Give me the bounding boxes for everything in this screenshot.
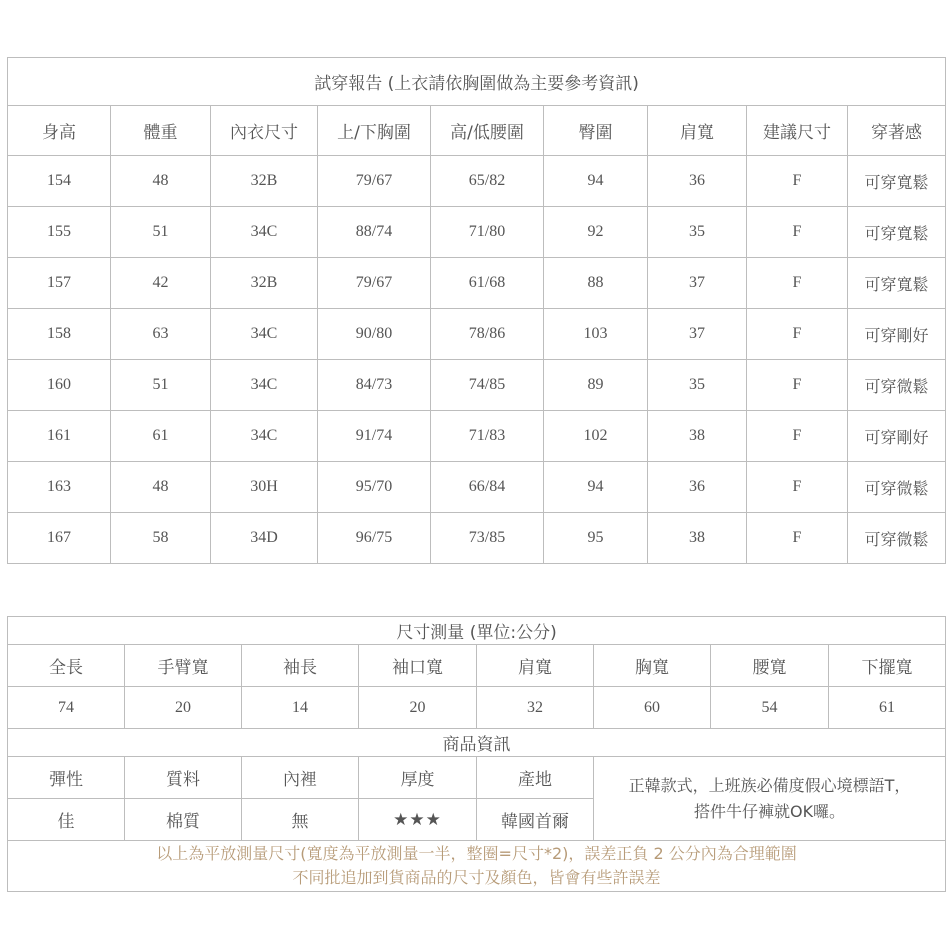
- product-description: [594, 757, 946, 841]
- tryon-cell: 35: [648, 360, 747, 411]
- tryon-cell: 32B: [211, 156, 318, 207]
- product-info-title: 商品資訊: [8, 729, 946, 757]
- tryon-cell: 79/67: [318, 156, 431, 207]
- description-line-2: 搭件牛仔褲就OK囉。: [693, 801, 846, 821]
- description-line-1: 正韓款式，上班族必備度假心境標語T，: [628, 775, 911, 795]
- size-value-cell: 32: [477, 687, 594, 729]
- tryon-cell: 38: [648, 513, 747, 564]
- size-value-cell: 20: [125, 687, 242, 729]
- tryon-title: 試穿報告 (上衣請依胸圍做為主要參考資訊): [8, 58, 946, 106]
- size-header-cell: 下擺寬: [829, 645, 946, 687]
- tryon-cell: 92: [544, 207, 648, 258]
- tryon-cell: 可穿寬鬆: [848, 156, 946, 207]
- tryon-cell: 35: [648, 207, 747, 258]
- size-measurement-table: [7, 616, 946, 892]
- tryon-cell: 74/85: [431, 360, 544, 411]
- tryon-cell: 89: [544, 360, 648, 411]
- tryon-cell: 94: [544, 156, 648, 207]
- product-header-cell: 內裡: [242, 757, 359, 799]
- tryon-cell: 可穿寬鬆: [848, 258, 946, 309]
- tryon-cell: 91/74: [318, 411, 431, 462]
- tryon-cell: 79/67: [318, 258, 431, 309]
- tryon-header-cell: 體重: [111, 106, 211, 156]
- tryon-cell: 可穿剛好: [848, 411, 946, 462]
- product-header-cell: 質料: [125, 757, 242, 799]
- tryon-header-cell: 肩寬: [648, 106, 747, 156]
- product-value-cell: 佳: [8, 799, 125, 841]
- tryon-cell: 84/73: [318, 360, 431, 411]
- tryon-header-cell: 內衣尺寸: [211, 106, 318, 156]
- tryon-cell: 163: [8, 462, 111, 513]
- tryon-cell: 可穿剛好: [848, 309, 946, 360]
- tryon-cell: F: [747, 411, 848, 462]
- tryon-cell: 71/83: [431, 411, 544, 462]
- size-header-cell: 胸寬: [594, 645, 711, 687]
- tryon-cell: 63: [111, 309, 211, 360]
- tryon-cell: F: [747, 207, 848, 258]
- tryon-cell: 160: [8, 360, 111, 411]
- tryon-cell: 66/84: [431, 462, 544, 513]
- size-header-cell: 袖長: [242, 645, 359, 687]
- measurement-note: [8, 841, 946, 892]
- tryon-cell: 103: [544, 309, 648, 360]
- product-value-cell: 棉質: [125, 799, 242, 841]
- tryon-cell: 36: [648, 156, 747, 207]
- tryon-cell: 61/68: [431, 258, 544, 309]
- size-value-cell: 54: [711, 687, 829, 729]
- note-line-2: 不同批追加到貨商品的尺寸及顏色，皆會有些許誤差: [292, 868, 661, 887]
- tryon-cell: F: [747, 462, 848, 513]
- size-value-row: [8, 687, 946, 729]
- product-header-cell: 彈性: [8, 757, 125, 799]
- product-value-cell: 無: [242, 799, 359, 841]
- tryon-cell: 可穿微鬆: [848, 360, 946, 411]
- tryon-cell: F: [747, 513, 848, 564]
- size-header-cell: 腰寬: [711, 645, 829, 687]
- tryon-cell: 可穿微鬆: [848, 462, 946, 513]
- tryon-cell: 61: [111, 411, 211, 462]
- tryon-cell: 90/80: [318, 309, 431, 360]
- product-header-cell: 厚度: [359, 757, 477, 799]
- tryon-cell: F: [747, 360, 848, 411]
- tryon-cell: F: [747, 156, 848, 207]
- size-value-cell: 61: [829, 687, 946, 729]
- tryon-cell: 37: [648, 258, 747, 309]
- product-value-cell: 韓國首爾: [477, 799, 594, 841]
- tryon-row: [8, 411, 946, 462]
- tryon-cell: 96/75: [318, 513, 431, 564]
- tryon-cell: 58: [111, 513, 211, 564]
- tryon-cell: 34C: [211, 360, 318, 411]
- tryon-report-table: [7, 57, 946, 564]
- tryon-cell: 32B: [211, 258, 318, 309]
- size-header-cell: 肩寬: [477, 645, 594, 687]
- product-header-cell: 產地: [477, 757, 594, 799]
- tryon-cell: 30H: [211, 462, 318, 513]
- tryon-cell: 154: [8, 156, 111, 207]
- tryon-cell: 88: [544, 258, 648, 309]
- tryon-cell: 158: [8, 309, 111, 360]
- thickness-stars: ★★★: [359, 799, 477, 841]
- tryon-cell: F: [747, 309, 848, 360]
- tryon-cell: 34C: [211, 207, 318, 258]
- size-value-cell: 74: [8, 687, 125, 729]
- tryon-cell: 161: [8, 411, 111, 462]
- size-header-cell: 袖口寬: [359, 645, 477, 687]
- size-value-cell: 20: [359, 687, 477, 729]
- tryon-header-cell: 臀圍: [544, 106, 648, 156]
- note-line-1: 以上為平放測量尺寸(寬度為平放測量一半，整圈=尺寸*2)，誤差正負 2 公分內為合理範圍: [156, 844, 797, 863]
- size-header-row: [8, 645, 946, 687]
- tryon-cell: 34C: [211, 309, 318, 360]
- tryon-header-cell: 穿著感: [848, 106, 946, 156]
- tryon-cell: 可穿寬鬆: [848, 207, 946, 258]
- tryon-cell: 71/80: [431, 207, 544, 258]
- tryon-cell: 167: [8, 513, 111, 564]
- tryon-cell: 37: [648, 309, 747, 360]
- tryon-header-row: [8, 106, 946, 156]
- size-value-cell: 60: [594, 687, 711, 729]
- tryon-cell: 48: [111, 156, 211, 207]
- tryon-header-cell: 上/下胸圍: [318, 106, 431, 156]
- size-title: 尺寸測量 (單位:公分): [8, 617, 946, 645]
- tryon-cell: 102: [544, 411, 648, 462]
- tryon-row: [8, 513, 946, 564]
- tryon-cell: 36: [648, 462, 747, 513]
- tryon-row: [8, 156, 946, 207]
- tryon-cell: 155: [8, 207, 111, 258]
- size-value-cell: 14: [242, 687, 359, 729]
- tryon-row: [8, 462, 946, 513]
- tryon-cell: 38: [648, 411, 747, 462]
- tryon-cell: 94: [544, 462, 648, 513]
- tryon-row: [8, 207, 946, 258]
- tryon-cell: 78/86: [431, 309, 544, 360]
- tryon-cell: F: [747, 258, 848, 309]
- size-header-cell: 全長: [8, 645, 125, 687]
- tryon-cell: 48: [111, 462, 211, 513]
- tryon-header-cell: 高/低腰圍: [431, 106, 544, 156]
- size-header-cell: 手臂寬: [125, 645, 242, 687]
- tryon-cell: 95/70: [318, 462, 431, 513]
- tryon-cell: 73/85: [431, 513, 544, 564]
- product-header-row: [8, 757, 946, 799]
- tryon-cell: 42: [111, 258, 211, 309]
- tryon-cell: 51: [111, 360, 211, 411]
- tryon-cell: 157: [8, 258, 111, 309]
- tryon-row: [8, 258, 946, 309]
- tryon-cell: 95: [544, 513, 648, 564]
- tryon-cell: 34D: [211, 513, 318, 564]
- tryon-header-cell: 身高: [8, 106, 111, 156]
- tryon-header-cell: 建議尺寸: [747, 106, 848, 156]
- tryon-cell: 65/82: [431, 156, 544, 207]
- tryon-row: [8, 309, 946, 360]
- tryon-cell: 51: [111, 207, 211, 258]
- tryon-row: [8, 360, 946, 411]
- tryon-cell: 可穿微鬆: [848, 513, 946, 564]
- tryon-cell: 34C: [211, 411, 318, 462]
- tryon-cell: 88/74: [318, 207, 431, 258]
